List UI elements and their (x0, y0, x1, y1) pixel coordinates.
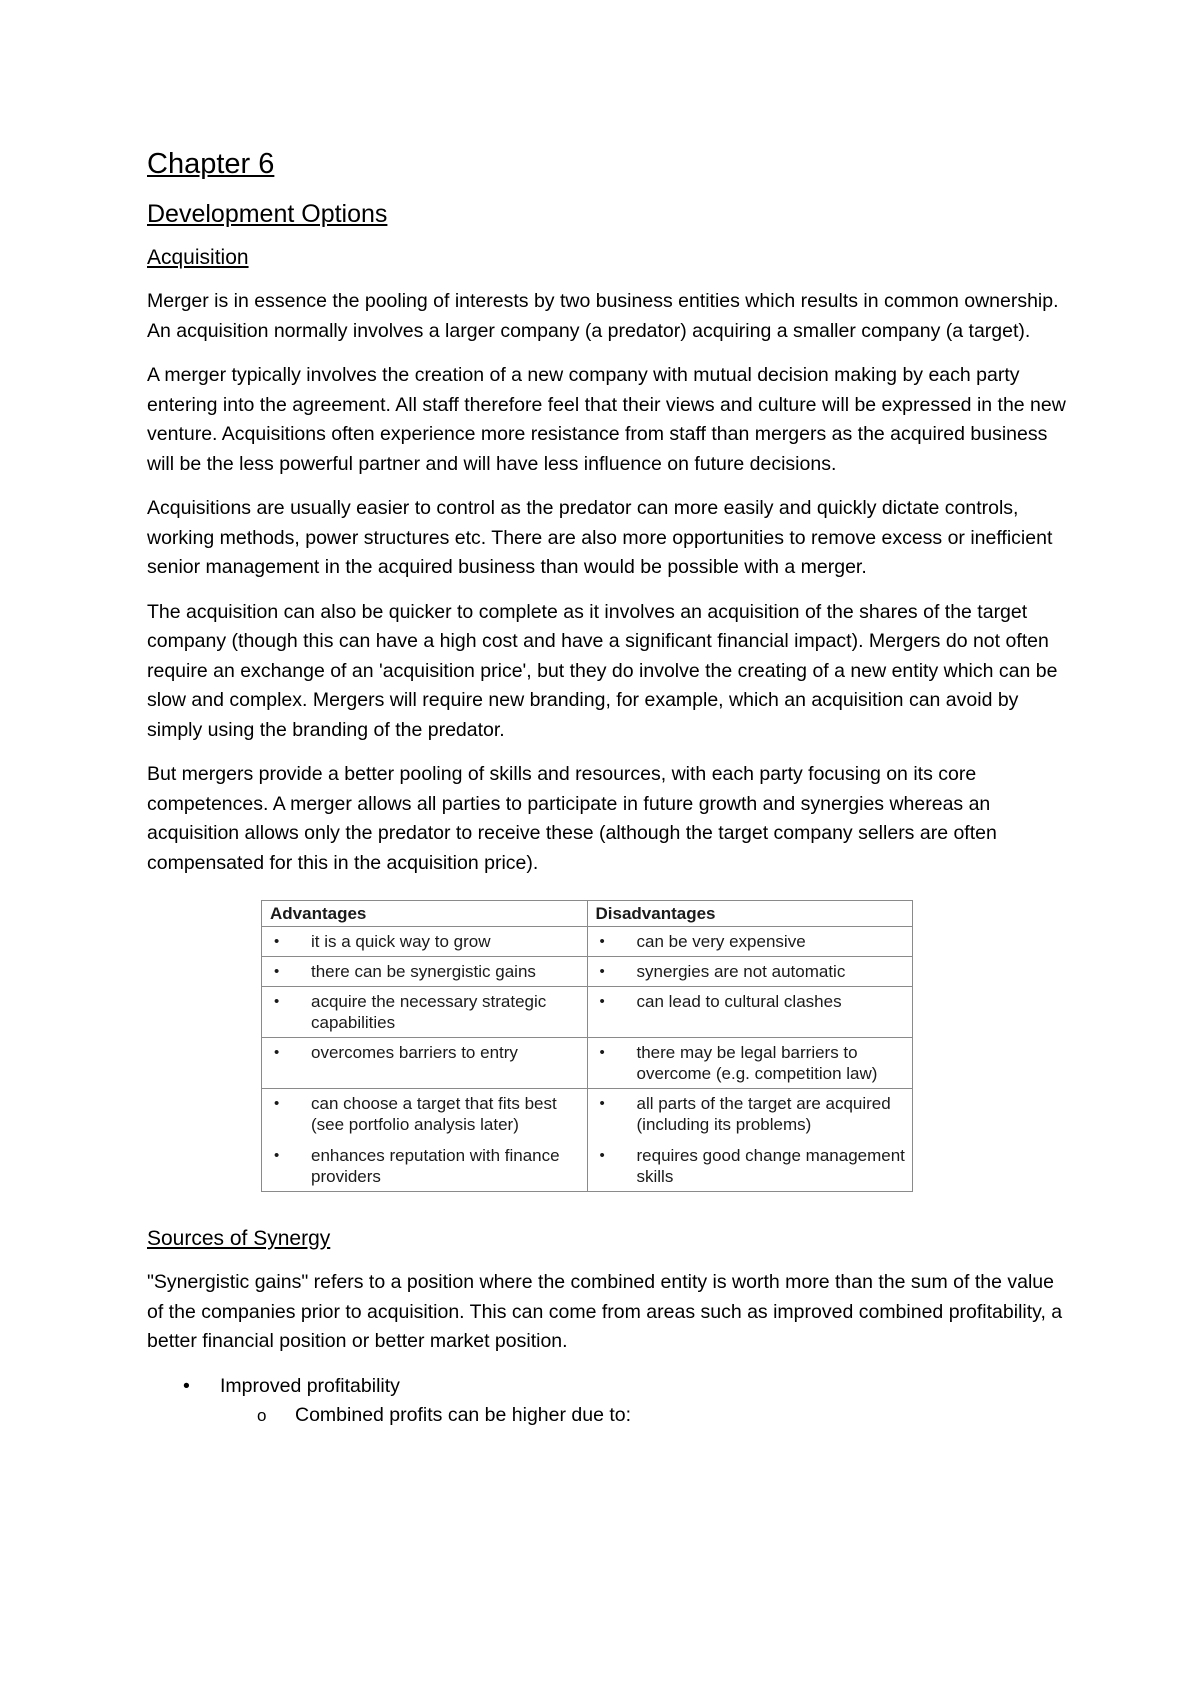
acquisition-heading: Acquisition (147, 246, 249, 269)
page-content (147, 147, 1067, 1431)
bullet-text: there may be legal barriers to overcome (e.g. competition law) (636, 1043, 878, 1083)
paragraph: But mergers provide a better pooling of skills and resources, with each party focusing on its core competences. A merger allows all parties to participate in future growth and synergies whereas an acquisition allows only the predator to receive these (although the target company sellers are often compensated for this in the acquisition price). (147, 763, 997, 874)
disadvantage-cell (587, 927, 913, 957)
table-header-row (262, 901, 913, 927)
synergy-section (147, 1226, 1067, 1431)
paragraph: A merger typically involves the creation of a new company with mutual decision making by each party entering into the agreement. All staff therefore feel that their views and culture will be expressed in the new venture. Acquisitions often experience more resistance from staff than mergers as the acquired business will be the less powerful partner and will have less influence on future decisions. (147, 364, 1066, 475)
table-row (262, 927, 913, 957)
bullet-item (266, 931, 581, 952)
sublist-item-text: Combined profits can be higher due to: (295, 1404, 632, 1426)
bullet-item (266, 991, 581, 1033)
bullet-icon: • (183, 1374, 190, 1397)
table-row (262, 987, 913, 1038)
bullet-text: can be very expensive (636, 932, 806, 951)
bullet-icon: • (599, 993, 605, 1010)
advantage-cell (262, 987, 588, 1038)
bullet-item (266, 1042, 581, 1063)
disadvantage-cell (587, 957, 913, 987)
paragraph: Merger is in essence the pooling of interests by two business entities which results in common ownership. An acquisition normally involves a larger company (a predator) acquiring a smaller company (a target). (147, 290, 1059, 342)
advantage-cell (262, 957, 588, 987)
bullet-text: acquire the necessary strategic capabilities (311, 992, 547, 1032)
list-item-text: Improved profitability (220, 1374, 400, 1397)
advantage-cell (262, 927, 588, 957)
paragraph: The acquisition can also be quicker to complete as it involves an acquisition of the shares of the target company (though this can have a high cost and have a significant financial impact). Mergers do not often require an exchange of an 'acquisition price', but they do involve the creating of a new entity which can be slow and complex. Mergers will require new branding, for example, which an acquisition can avoid by simply using the branding of the predator. (147, 600, 1058, 741)
synergy-list (147, 1372, 1067, 1402)
bullet-item (592, 991, 907, 1012)
bullet-icon: • (274, 963, 280, 980)
table-row (262, 1038, 913, 1089)
bullet-text: can choose a target that fits best (see portfolio analysis later) (311, 1094, 557, 1134)
bullet-text: all parts of the target are acquired (including its problems) (636, 1094, 891, 1134)
synergy-heading: Sources of Synergy (147, 1227, 331, 1250)
circle-bullet-icon: o (257, 1406, 267, 1425)
bullet-text: synergies are not automatic (636, 962, 846, 981)
synergy-paragraph: "Synergistic gains" refers to a position where the combined entity is worth more than the sum of the value of the companies prior to acquisition. This can come from areas such as improved combined profitability, a better financial position or better market position. (147, 1271, 1063, 1352)
bullet-item (592, 961, 907, 982)
chapter-title: Chapter 6 (147, 148, 275, 180)
header-advantages: Advantages (262, 901, 588, 927)
advantages-table-wrapper (261, 900, 1067, 1192)
bullet-text: there can be synergistic gains (311, 962, 536, 981)
disadvantage-cell (587, 1089, 913, 1192)
paragraph: Acquisitions are usually easier to control as the predator can more easily and quickly dictate controls, working methods, power structures etc. There are also more opportunities to remove excess or inefficient senior management in the acquired business than would be possible with a merger. (147, 497, 1053, 578)
bullet-icon: • (274, 1095, 280, 1112)
bullet-icon: • (274, 993, 280, 1010)
advantage-cell (262, 1089, 588, 1192)
bullet-icon: • (599, 1095, 605, 1112)
disadvantage-cell (587, 1038, 913, 1089)
synergy-sublist (147, 1401, 1067, 1431)
table-row (262, 957, 913, 987)
bullet-icon: • (599, 1147, 605, 1164)
bullet-text: enhances reputation with finance providers (311, 1146, 560, 1186)
bullet-icon: • (599, 963, 605, 980)
header-disadvantages: Disadvantages (587, 901, 913, 927)
bullet-item (592, 931, 907, 952)
bullet-text: overcomes barriers to entry (311, 1043, 518, 1062)
bullet-icon: • (599, 933, 605, 950)
bullet-icon: • (599, 1044, 605, 1061)
bullet-icon: • (274, 933, 280, 950)
sublist-item (257, 1401, 1067, 1431)
bullet-icon: • (274, 1044, 280, 1061)
bullet-item (266, 1145, 581, 1187)
section-title: Development Options (147, 200, 388, 228)
disadvantage-cell (587, 987, 913, 1038)
bullet-icon: • (274, 1147, 280, 1164)
list-item (147, 1372, 1067, 1402)
bullet-item (592, 1145, 907, 1187)
advantage-cell (262, 1038, 588, 1089)
bullet-text: can lead to cultural clashes (636, 992, 842, 1011)
table-row (262, 1089, 913, 1192)
bullet-item (592, 1042, 907, 1084)
advantages-disadvantages-table (261, 900, 913, 1192)
bullet-item (266, 1093, 581, 1135)
bullet-item (592, 1093, 907, 1135)
bullet-text: it is a quick way to grow (311, 932, 491, 951)
bullet-item (266, 961, 581, 982)
bullet-text: requires good change management skills (636, 1146, 905, 1186)
